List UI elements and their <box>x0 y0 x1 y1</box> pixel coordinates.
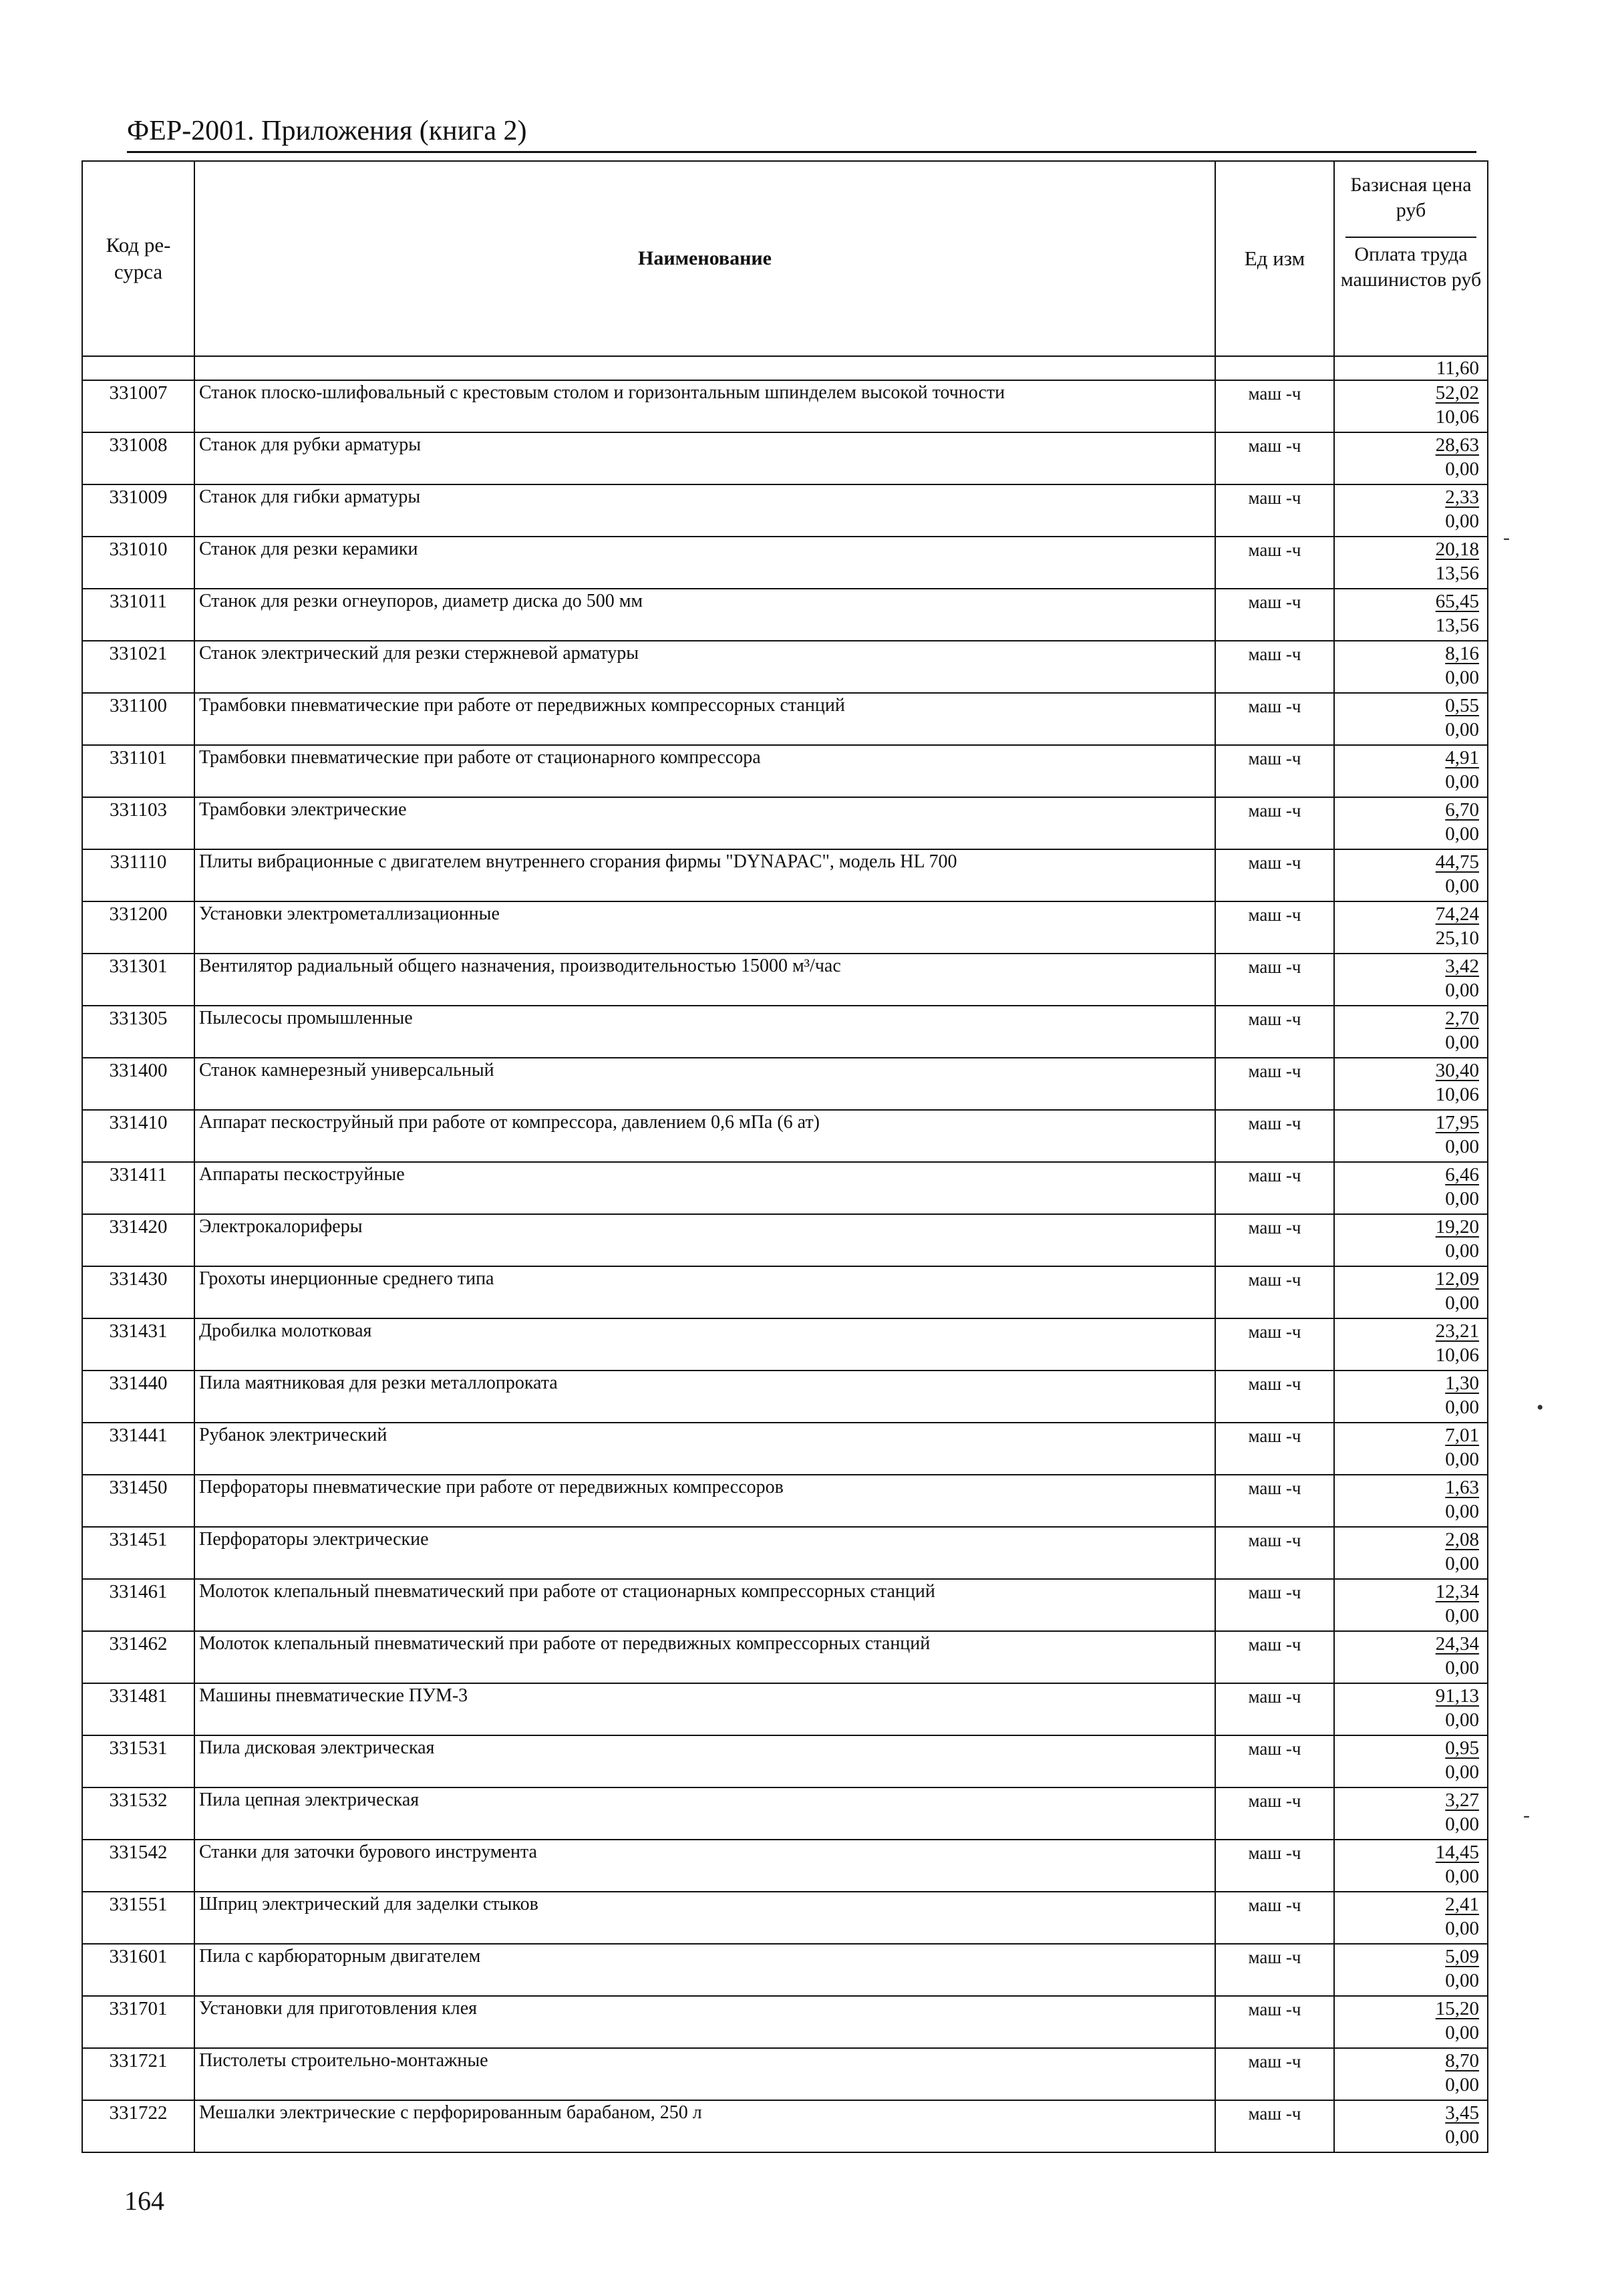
column-header-code: Код ре-сурса <box>82 161 194 356</box>
price-cell <box>1334 1631 1488 1683</box>
table-row <box>82 484 1488 537</box>
price-cell <box>1334 589 1488 641</box>
unit-of-measure: маш -ч <box>1215 1110 1334 1162</box>
unit-of-measure: маш -ч <box>1215 2048 1334 2100</box>
resource-name: Перфораторы электрические <box>194 1527 1215 1579</box>
unit-of-measure: маш -ч <box>1215 1318 1334 1371</box>
table-row <box>82 1423 1488 1475</box>
operator-wage: 0,00 <box>1445 1136 1479 1157</box>
table-row <box>82 2048 1488 2100</box>
unit-of-measure: маш -ч <box>1215 1266 1334 1318</box>
price-cell <box>1334 1214 1488 1266</box>
price-cell <box>1334 1006 1488 1058</box>
price-cell <box>1334 2100 1488 2152</box>
price-cell <box>1334 1579 1488 1631</box>
resource-name: Шприц электрический для заделки стыков <box>194 1892 1215 1944</box>
resource-price-table <box>82 160 1488 2153</box>
base-price: 74,24 <box>1435 903 1479 925</box>
resource-code: 331532 <box>82 1787 194 1840</box>
resource-code: 331411 <box>82 1162 194 1214</box>
base-price: 20,18 <box>1435 539 1479 560</box>
unit-of-measure: маш -ч <box>1215 1579 1334 1631</box>
base-price: 0,95 <box>1445 1737 1479 1759</box>
resource-code: 331009 <box>82 484 194 537</box>
scan-speck: - <box>1503 527 1510 549</box>
table-row <box>82 1892 1488 1944</box>
resource-name: Станок электрический для резки стержневой арматуры <box>194 641 1215 693</box>
base-price: 3,27 <box>1445 1789 1479 1811</box>
resource-code: 331451 <box>82 1527 194 1579</box>
table-row <box>82 1058 1488 1110</box>
table-row <box>82 693 1488 745</box>
price-cell <box>1334 849 1488 901</box>
resource-code: 331301 <box>82 954 194 1006</box>
table-body <box>82 356 1488 2152</box>
resource-code: 331450 <box>82 1475 194 1527</box>
price-cell <box>1334 1162 1488 1214</box>
table-row <box>82 1318 1488 1371</box>
operator-wage: 25,10 <box>1435 927 1479 949</box>
price-cell <box>1334 484 1488 537</box>
unit-of-measure: маш -ч <box>1215 693 1334 745</box>
column-header-price <box>1334 161 1488 356</box>
unit-of-measure: маш -ч <box>1215 1944 1334 1996</box>
column-header-name: Наименование <box>194 161 1215 356</box>
unit-of-measure: маш -ч <box>1215 2100 1334 2152</box>
operator-wage: 13,56 <box>1435 615 1479 636</box>
resource-code: 331305 <box>82 1006 194 1058</box>
resource-code: 331200 <box>82 901 194 954</box>
price-cell <box>1334 380 1488 432</box>
operator-wage: 0,00 <box>1445 823 1479 845</box>
unit-of-measure: маш -ч <box>1215 432 1334 484</box>
resource-code: 331721 <box>82 2048 194 2100</box>
table-row <box>82 1162 1488 1214</box>
base-price: 2,08 <box>1445 1529 1479 1550</box>
price-cell <box>1334 1110 1488 1162</box>
price-cell <box>1334 1423 1488 1475</box>
resource-code: 331542 <box>82 1840 194 1892</box>
resource-code: 331021 <box>82 641 194 693</box>
resource-name: Пылесосы промышленные <box>194 1006 1215 1058</box>
resource-name: Электрокалориферы <box>194 1214 1215 1266</box>
resource-name: Установки для приготовления клея <box>194 1996 1215 2048</box>
operator-wage: 0,00 <box>1445 1709 1479 1731</box>
resource-name: Мешалки электрические с перфорированным барабаном, 250 л <box>194 2100 1215 2152</box>
operator-wage: 0,00 <box>1445 1501 1479 1522</box>
operator-wage: 0,00 <box>1445 1866 1479 1887</box>
base-price: 3,42 <box>1445 956 1479 977</box>
base-price: 4,91 <box>1445 747 1479 768</box>
base-price: 19,20 <box>1435 1216 1479 1238</box>
operator-wage: 0,00 <box>1445 1188 1479 1209</box>
price-cell <box>1334 745 1488 797</box>
price-cell <box>1334 1683 1488 1735</box>
resource-code: 331481 <box>82 1683 194 1735</box>
price-cell <box>1334 1996 1488 2048</box>
resource-name: Дробилка молотковая <box>194 1318 1215 1371</box>
base-price: 6,70 <box>1445 799 1479 821</box>
unit-of-measure: маш -ч <box>1215 1371 1334 1423</box>
table-row <box>82 797 1488 849</box>
operator-wage: 0,00 <box>1445 1449 1479 1470</box>
unit-of-measure: маш -ч <box>1215 589 1334 641</box>
resource-name: Машины пневматические ПУМ-3 <box>194 1683 1215 1735</box>
unit-of-measure: маш -ч <box>1215 1058 1334 1110</box>
resource-code: 331010 <box>82 537 194 589</box>
first-row-wage: 11,60 <box>1436 357 1479 379</box>
resource-code: 331551 <box>82 1892 194 1944</box>
table-row <box>82 380 1488 432</box>
operator-wage: 0,00 <box>1445 2126 1479 2148</box>
resource-code: 331011 <box>82 589 194 641</box>
operator-wage: 0,00 <box>1445 1970 1479 1991</box>
table-row <box>82 1631 1488 1683</box>
operator-wage: 0,00 <box>1445 1814 1479 1835</box>
operator-wage: 0,00 <box>1445 511 1479 532</box>
unit-of-measure: маш -ч <box>1215 954 1334 1006</box>
resource-name: Трамбовки электрические <box>194 797 1215 849</box>
resource-name: Вентилятор радиальный общего назначения, производительностью 15000 м³/час <box>194 954 1215 1006</box>
base-price: 8,70 <box>1445 2050 1479 2071</box>
resource-code: 331101 <box>82 745 194 797</box>
resource-code: 331100 <box>82 693 194 745</box>
base-price: 1,30 <box>1445 1373 1479 1394</box>
base-price: 2,70 <box>1445 1008 1479 1029</box>
table-row <box>82 954 1488 1006</box>
operator-wage: 0,00 <box>1445 1918 1479 1939</box>
resource-code: 331440 <box>82 1371 194 1423</box>
resource-name: Пила цепная электрическая <box>194 1787 1215 1840</box>
table-row <box>82 849 1488 901</box>
resource-code: 331461 <box>82 1579 194 1631</box>
unit-of-measure: маш -ч <box>1215 901 1334 954</box>
price-cell <box>1334 432 1488 484</box>
table-row <box>82 589 1488 641</box>
unit-of-measure: маш -ч <box>1215 484 1334 537</box>
unit-of-measure: маш -ч <box>1215 849 1334 901</box>
resource-name: Пила с карбюраторным двигателем <box>194 1944 1215 1996</box>
base-price: 91,13 <box>1435 1685 1479 1707</box>
resource-code: 331008 <box>82 432 194 484</box>
table-row <box>82 901 1488 954</box>
unit-of-measure: маш -ч <box>1215 797 1334 849</box>
table-row <box>82 1735 1488 1787</box>
price-cell <box>1334 641 1488 693</box>
operator-wage: 0,00 <box>1445 667 1479 688</box>
base-price: 14,45 <box>1435 1842 1479 1863</box>
table-row <box>82 1683 1488 1735</box>
resource-name: Пила маятниковая для резки металлопроката <box>194 1371 1215 1423</box>
price-cell <box>1334 1944 1488 1996</box>
column-header-price-base: Базисная цена руб <box>1350 174 1472 221</box>
price-cell <box>1334 1475 1488 1527</box>
table-row <box>82 1527 1488 1579</box>
base-price: 44,75 <box>1435 851 1479 873</box>
resource-code: 331410 <box>82 1110 194 1162</box>
page-number: 164 <box>124 2186 164 2216</box>
operator-wage: 0,00 <box>1445 1397 1479 1418</box>
unit-of-measure: маш -ч <box>1215 641 1334 693</box>
table-row <box>82 1266 1488 1318</box>
unit-of-measure: маш -ч <box>1215 1214 1334 1266</box>
resource-name: Станок для резки огнеупоров, диаметр диска до 500 мм <box>194 589 1215 641</box>
table-row <box>82 1840 1488 1892</box>
table-row <box>82 1579 1488 1631</box>
resource-name: Станок для гибки арматуры <box>194 484 1215 537</box>
operator-wage: 0,00 <box>1445 458 1479 480</box>
table-header-row <box>82 161 1488 356</box>
operator-wage: 0,00 <box>1445 1292 1479 1314</box>
unit-of-measure: маш -ч <box>1215 1996 1334 2048</box>
operator-wage: 13,56 <box>1435 563 1479 584</box>
resource-code: 331701 <box>82 1996 194 2048</box>
base-price: 6,46 <box>1445 1164 1479 1185</box>
unit-of-measure: маш -ч <box>1215 1423 1334 1475</box>
scan-speck: • <box>1537 1397 1544 1419</box>
resource-name: Плиты вибрационные с двигателем внутреннего сгорания фирмы "DYNAPAC", модель HL 700 <box>194 849 1215 901</box>
operator-wage: 0,00 <box>1445 719 1479 740</box>
operator-wage: 0,00 <box>1445 1240 1479 1262</box>
table-row <box>82 1110 1488 1162</box>
resource-name: Трамбовки пневматические при работе от стационарного компрессора <box>194 745 1215 797</box>
resource-code: 331103 <box>82 797 194 849</box>
document-header <box>127 114 1476 153</box>
resource-name: Рубанок электрический <box>194 1423 1215 1475</box>
base-price: 2,33 <box>1445 486 1479 508</box>
resource-name: Станок для резки керамики <box>194 537 1215 589</box>
operator-wage: 0,00 <box>1445 1605 1479 1626</box>
resource-code: 331441 <box>82 1423 194 1475</box>
base-price: 24,34 <box>1435 1633 1479 1655</box>
price-cell <box>1334 1058 1488 1110</box>
unit-of-measure: маш -ч <box>1215 1475 1334 1527</box>
price-cell <box>1334 1840 1488 1892</box>
operator-wage: 0,00 <box>1445 1657 1479 1679</box>
table-row <box>82 432 1488 484</box>
operator-wage: 0,00 <box>1445 1553 1479 1574</box>
resource-code: 331007 <box>82 380 194 432</box>
resource-name: Трамбовки пневматические при работе от передвижных компрессорных станций <box>194 693 1215 745</box>
operator-wage: 0,00 <box>1445 980 1479 1001</box>
base-price: 2,41 <box>1445 1894 1479 1915</box>
base-price: 28,63 <box>1435 434 1479 456</box>
operator-wage: 10,06 <box>1435 1344 1479 1366</box>
table-row <box>82 1214 1488 1266</box>
resource-name: Молоток клепальный пневматический при работе от передвижных компрессорных станций <box>194 1631 1215 1683</box>
resource-name: Установки электрометаллизационные <box>194 901 1215 954</box>
resource-name: Молоток клепальный пневматический при работе от стационарных компрессорных станций <box>194 1579 1215 1631</box>
resource-name: Грохоты инерционные среднего типа <box>194 1266 1215 1318</box>
price-cell <box>1334 1318 1488 1371</box>
operator-wage: 0,00 <box>1445 875 1479 897</box>
scan-speck: - <box>1523 1804 1530 1826</box>
unit-of-measure: маш -ч <box>1215 745 1334 797</box>
price-cell <box>1334 1892 1488 1944</box>
base-price: 52,02 <box>1435 382 1479 404</box>
base-price: 12,09 <box>1435 1268 1479 1290</box>
base-price: 0,55 <box>1445 695 1479 716</box>
resource-name: Станок плоско-шлифовальный с крестовым столом и горизонтальным шпинделем высокой точности <box>194 380 1215 432</box>
price-cell <box>1334 1787 1488 1840</box>
resource-code: 331400 <box>82 1058 194 1110</box>
price-cell <box>1334 954 1488 1006</box>
resource-code: 331601 <box>82 1944 194 1996</box>
price-cell <box>1334 901 1488 954</box>
operator-wage: 0,00 <box>1445 1032 1479 1053</box>
table-row <box>82 1475 1488 1527</box>
price-cell <box>1334 1735 1488 1787</box>
resource-code: 331110 <box>82 849 194 901</box>
unit-of-measure: маш -ч <box>1215 1683 1334 1735</box>
operator-wage: 0,00 <box>1445 1761 1479 1783</box>
table-row <box>82 1006 1488 1058</box>
operator-wage: 0,00 <box>1445 771 1479 793</box>
column-header-unit: Ед изм <box>1215 161 1334 356</box>
unit-of-measure: маш -ч <box>1215 1892 1334 1944</box>
unit-of-measure: маш -ч <box>1215 537 1334 589</box>
table-row <box>82 745 1488 797</box>
unit-of-measure: маш -ч <box>1215 1162 1334 1214</box>
resource-name: Пила дисковая электрическая <box>194 1735 1215 1787</box>
base-price: 8,16 <box>1445 643 1479 664</box>
resource-code: 331430 <box>82 1266 194 1318</box>
table-row <box>82 2100 1488 2152</box>
resource-code: 331722 <box>82 2100 194 2152</box>
unit-of-measure: маш -ч <box>1215 1527 1334 1579</box>
resource-name: Станок камнерезный универсальный <box>194 1058 1215 1110</box>
resource-code: 331531 <box>82 1735 194 1787</box>
column-header-price-wage: Оплата труда машинистов руб <box>1340 243 1482 291</box>
table-row <box>82 537 1488 589</box>
resource-name: Перфораторы пневматические при работе от передвижных компрессоров <box>194 1475 1215 1527</box>
base-price: 5,09 <box>1445 1946 1479 1967</box>
base-price: 3,45 <box>1445 2102 1479 2124</box>
price-cell <box>1334 2048 1488 2100</box>
resource-name: Аппарат пескоструйный при работе от компрессора, давлением 0,6 мПа (6 ат) <box>194 1110 1215 1162</box>
resource-name: Станок для рубки арматуры <box>194 432 1215 484</box>
resource-code: 331420 <box>82 1214 194 1266</box>
operator-wage: 0,00 <box>1445 2022 1479 2043</box>
operator-wage: 10,06 <box>1435 406 1479 428</box>
unit-of-measure: маш -ч <box>1215 1631 1334 1683</box>
price-cell <box>1334 537 1488 589</box>
base-price: 7,01 <box>1445 1425 1479 1446</box>
table-spacer-row <box>82 356 1488 380</box>
unit-of-measure: маш -ч <box>1215 380 1334 432</box>
base-price: 1,63 <box>1445 1477 1479 1498</box>
resource-name: Аппараты пескоструйные <box>194 1162 1215 1214</box>
price-cell <box>1334 1371 1488 1423</box>
resource-name: Станки для заточки бурового инструмента <box>194 1840 1215 1892</box>
document-title: ФЕР-2001. Приложения (книга 2) <box>127 116 527 146</box>
base-price: 15,20 <box>1435 1998 1479 2019</box>
table-row <box>82 1371 1488 1423</box>
resource-name: Пистолеты строительно-монтажные <box>194 2048 1215 2100</box>
table-row <box>82 1944 1488 1996</box>
unit-of-measure: маш -ч <box>1215 1840 1334 1892</box>
resource-code: 331462 <box>82 1631 194 1683</box>
table-row <box>82 1996 1488 2048</box>
unit-of-measure: маш -ч <box>1215 1787 1334 1840</box>
unit-of-measure: маш -ч <box>1215 1006 1334 1058</box>
base-price: 65,45 <box>1435 591 1479 612</box>
resource-code: 331431 <box>82 1318 194 1371</box>
unit-of-measure: маш -ч <box>1215 1735 1334 1787</box>
price-cell <box>1334 1527 1488 1579</box>
table-row <box>82 641 1488 693</box>
base-price: 17,95 <box>1435 1112 1479 1133</box>
operator-wage: 10,06 <box>1435 1084 1479 1105</box>
operator-wage: 0,00 <box>1445 2074 1479 2096</box>
price-cell <box>1334 693 1488 745</box>
table-row <box>82 1787 1488 1840</box>
base-price: 30,40 <box>1435 1060 1479 1081</box>
price-cell <box>1334 797 1488 849</box>
base-price: 12,34 <box>1435 1581 1479 1602</box>
base-price: 23,21 <box>1435 1320 1479 1342</box>
price-cell <box>1334 1266 1488 1318</box>
